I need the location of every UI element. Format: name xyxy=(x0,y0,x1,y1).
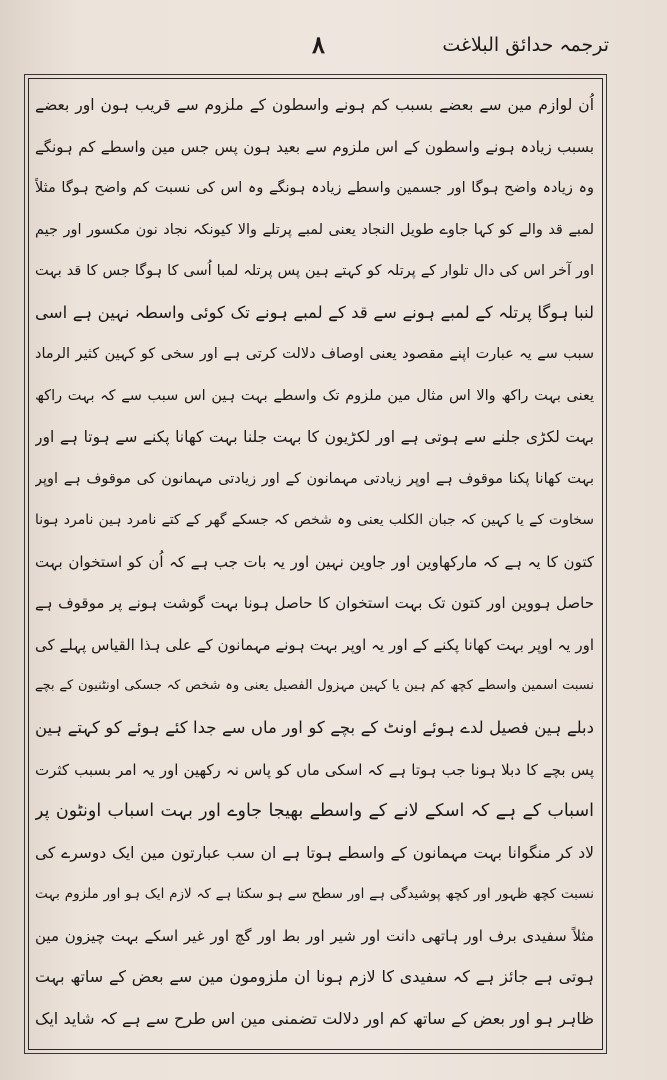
text-line: ظاہر ہو اور بعض کے ساتھ کم اور دلالت تضمنی مین اس طرح سے ہے کہ شاید ایک xyxy=(35,1008,594,1028)
text-line: لنبا ہوگا پرتلہ کے لمبے ہونے سے قد کے لمبے ہونے تک کوئی واسطہ نہین ہے اسی xyxy=(35,302,594,322)
text-line: سبب سے یہ عبارت اپنے مقصود یعنی اوصاف دلالت کرتی ہے اور سخی کو کہین کثیر الرماد xyxy=(35,346,594,363)
text-line: سخاوت کے یا کہین کہ جبان الکلب یعنی وہ شخص کہ جسکے گھر کے کتے نامرد ہین نامرد ہونا xyxy=(35,512,594,529)
text-line: اسباب کے ہے کہ اسکے لانے کے واسطے بھیجا جاوے اور بہت اسباب اونٹون پر xyxy=(35,801,594,822)
running-title: ترجمہ حدائق البلاغت xyxy=(442,34,609,56)
text-line: بہت لکڑی جلنے سے ہوتی ہے اور لکڑیون کا بہت جلنا بہت کھانا پکنے سے ہوتا ہے اور xyxy=(35,428,594,447)
text-line: نسبت اسمین واسطے کچھ کم ہین یا کہین مہزول الفصیل یعنی وہ شخص کہ جسکی اونٹنیون کے بچے xyxy=(35,678,594,694)
text-line: وہ زیادہ واضح ہوگا اور جسمین واسطے زیادہ ہونگے وہ اس کی نسبت کم واضح ہوگا مثلاً xyxy=(35,180,594,197)
text-line: کتون کا یہ ہے کہ مارکھاوین اور جاوین نہین اور یہ بات جب ہے کہ اُن کو استخوان بہت xyxy=(35,552,594,571)
text-line: اُن لوازم مین سے بعضے بسبب کم ہونے واسطون کے ملزوم سے قریب ہون اور بعضے xyxy=(35,96,594,114)
text-block xyxy=(35,85,594,1039)
text-line: لمبے قد والے کو کہا جاوے طویل النجاد یعنی لمبے پرتلے والا کیونکہ نجاد نون مکسور اور جیم xyxy=(35,221,594,238)
text-line: مثلاً سفیدی برف اور ہاتھی دانت اور شیر اور بط اور گچ اور غیر اسکے بہت چیزون مین xyxy=(35,926,594,945)
text-line: ہوتی ہے جائز ہے کہ سفیدی کا لازم ہونا ان ملزومون مین سے بعض کے ساتھ بہت xyxy=(35,967,594,987)
text-frame xyxy=(28,78,603,1050)
text-line: حاصل ہووین اور کتون تک بہت استخوان کا حاصل ہونا بہت گوشت ہونے پر موقوف ہے xyxy=(35,594,594,613)
text-line: پس بچے کا دبلا ہونا جب ہوتا ہے کہ اسکی ماں کو پاس نہ رکھین اور یہ امر بسبب کثرت xyxy=(35,760,594,779)
text-line: دبلے ہین فصیل لدے ہوئے اونٹ کے بچے کو اور ماں سے جدا کئے ہوئے کو کہتے ہین xyxy=(35,717,594,737)
text-line: نسبت کچھ ظہور اور کچھ پوشیدگی ہے اور سطح سے ہو سکتا ہے کہ لازم ایک ہو اور ملزوم بہت xyxy=(35,886,594,903)
text-line: اور آخر اس کی دال تلوار کے پرتلہ کو کہتے ہین پس پرتلہ لمبا اُسی کا ہوگا جس کا قد بہت xyxy=(35,263,594,280)
text-line: اور یہ اوپر بہت کھانا پکنے کے اور یہ اوپر بہت ہونے مہمانون کے علی ہذا القیاس پہلے کی xyxy=(35,635,594,654)
text-line: لاد کر منگوانا بہت مہمانون کے واسطے ہوتا ہے ان سب عبارتون مین ایک دوسرے کی xyxy=(35,843,594,862)
text-line: بسبب زیادہ ہونے واسطون کے اس ملزوم سے بعید ہون پس جس مین واسطے کم ہونگے xyxy=(35,137,594,156)
text-line: یعنی بہت راکھ والا اس مثال مین ملزوم تک واسطے بہت ہین اس سبب سے کہ بہت راکھ xyxy=(35,387,594,404)
text-line: بہت کھانا پکنا موقوف ہے اوپر زیادتی مہمانون کے اور زیادتی مہمانون کی موقوف ہے اوپر xyxy=(35,470,594,487)
page-number: ۸ xyxy=(312,30,325,59)
